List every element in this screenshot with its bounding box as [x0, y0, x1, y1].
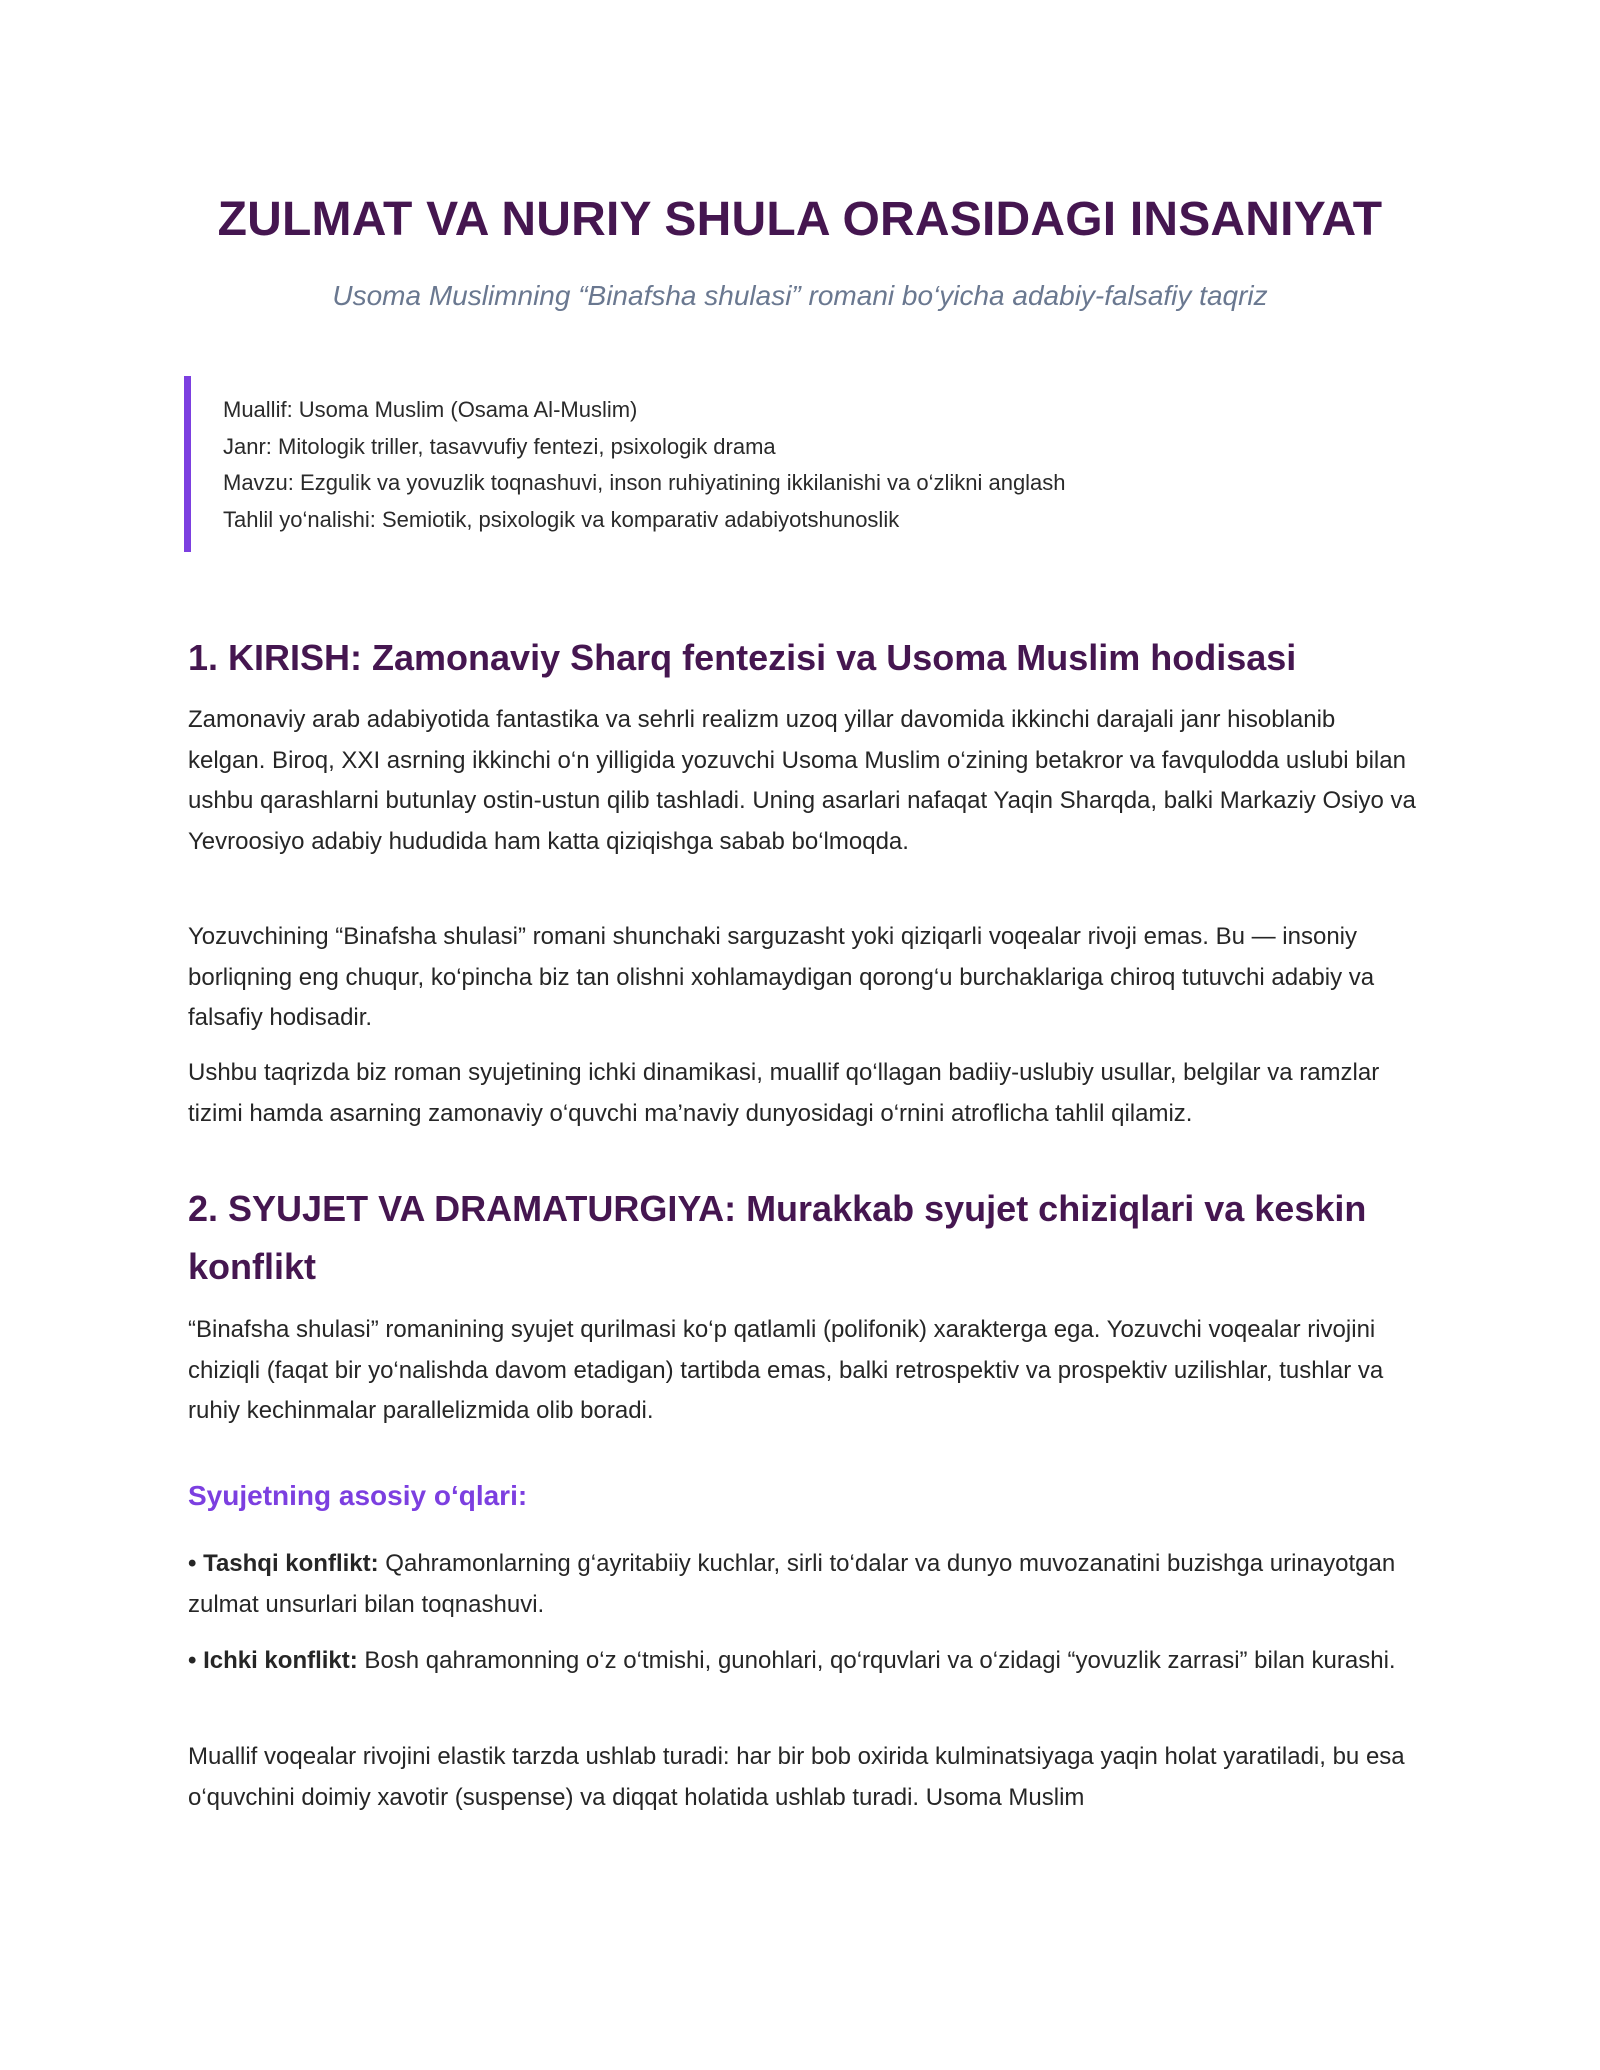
section-1-paragraph: Zamonaviy arab adabiyotida fantastika va sehrli realizm uzoq yillar davomida ikkinchi darajali janr hisoblanib kelgan. Biroq, XXI asrning ikkinchi o‘n yilligida yozuvchi Usoma Muslim o‘zining betakror va favqulodda uslubi bilan ushbu qarashlarni butunlay ostin-ustun qilib tashladi. Uning asarlari nafaqat Yaqin Sharqda, balki Markaziy Osiyo va Yevroosiyo adabiy hududida ham katta qiziqishga sabab bo‘lmoqda. — [188, 706, 1416, 855]
section-2-closing: Muallif voqealar rivojini elastik tarzda ushlab turadi: har bir bob oxirida kulminatsiyaga yaqin holat yaratiladi, bu esa o‘quvchini doimiy xavotir (suspense) va diqqat holatida ushlab turadi. Usoma Muslim — [188, 1743, 1405, 1811]
bullet-label: • Tashqi konflikt: — [188, 1550, 379, 1577]
bullet-label: • Ichki konflikt: — [188, 1647, 358, 1674]
section-1-heading: 1. KIRISH: Zamonaviy Sharq fentezisi va Usoma Muslim hodisasi — [188, 637, 1297, 678]
section-1-paragraph: Ushbu taqrizda biz roman syujetining ichki dinamikasi, muallif qo‘llagan badiiy-uslubiy usullar, belgilar va ramzlar tizimi hamda asarning zamonaviy o‘quvchi ma’naviy dunyosidagi o‘rnini atroflicha tahlil qilamiz. — [188, 1059, 1380, 1127]
bullet-text: Bosh qahramonning o‘z o‘tmishi, gunohlari, qo‘rquvlari va o‘zidagi “yovuzlik zarrasi” bilan kurashi. — [357, 1647, 1396, 1674]
meta-author: Muallif: Usoma Muslim (Osama Al-Muslim) — [223, 397, 638, 422]
bullet-item — [188, 1544, 1418, 1625]
document-title: ZULMAT VA NURIY SHULA ORASIDAGI INSANIYAT — [217, 193, 1383, 246]
meta-genre: Janr: Mitologik triller, tasavvufiy fentezi, psixologik drama — [223, 433, 776, 459]
section-1-paragraph: Yozuvchining “Binafsha shulasi” romani shunchaki sarguzasht yoki qiziqarli voqealar rivoji emas. Bu — insoniy borliqning eng chuqur, ko‘pincha biz tan olishni xohlamaydigan qorong‘u burchaklariga chiroq tutuvchi adabiy va falsafiy hodisadir. — [188, 923, 1375, 1031]
section-2-heading: 2. SYUJET VA DRAMATURGIYA: Murakkab syujet chiziqlari va keskin konflikt — [188, 1188, 1367, 1287]
bullet-text: Qahramonlarning g‘ayritabiiy kuchlar, sirli to‘dalar va dunyo muvozanatini buzishga urinayotgan zulmat unsurlari bilan toqnashuvi. — [188, 1550, 1396, 1618]
section-2-intro: “Binafsha shulasi” romanining syujet qurilmasi ko‘p qatlamli (polifonik) xarakterga ega. Yozuvchi voqealar rivojini chiziqli (faqat bir yo‘nalishda davom etadigan) tartibda emas, balki retrospektiv va prospektiv uzilishlar, tushlar va ruhiy kechinmalar parallelizmida olib boradi. — [188, 1316, 1384, 1424]
bullet-item — [188, 1641, 1418, 1682]
meta-theme: Mavzu: Ezgulik va yovuzlik toqnashuvi, inson ruhiyatining ikkilanishi va o‘zlikni anglash — [223, 470, 1066, 495]
meta-info-block — [184, 376, 1384, 552]
meta-analysis-direction: Tahlil yo‘nalishi: Semiotik, psixologik va komparativ adabiyotshunoslik — [223, 506, 900, 532]
section-2-subheading: Syujetning asosiy o‘qlari: — [188, 1480, 528, 1511]
document-subtitle: Usoma Muslimning “Binafsha shulasi” romani bo‘yicha adabiy-falsafiy taqriz — [332, 280, 1268, 311]
